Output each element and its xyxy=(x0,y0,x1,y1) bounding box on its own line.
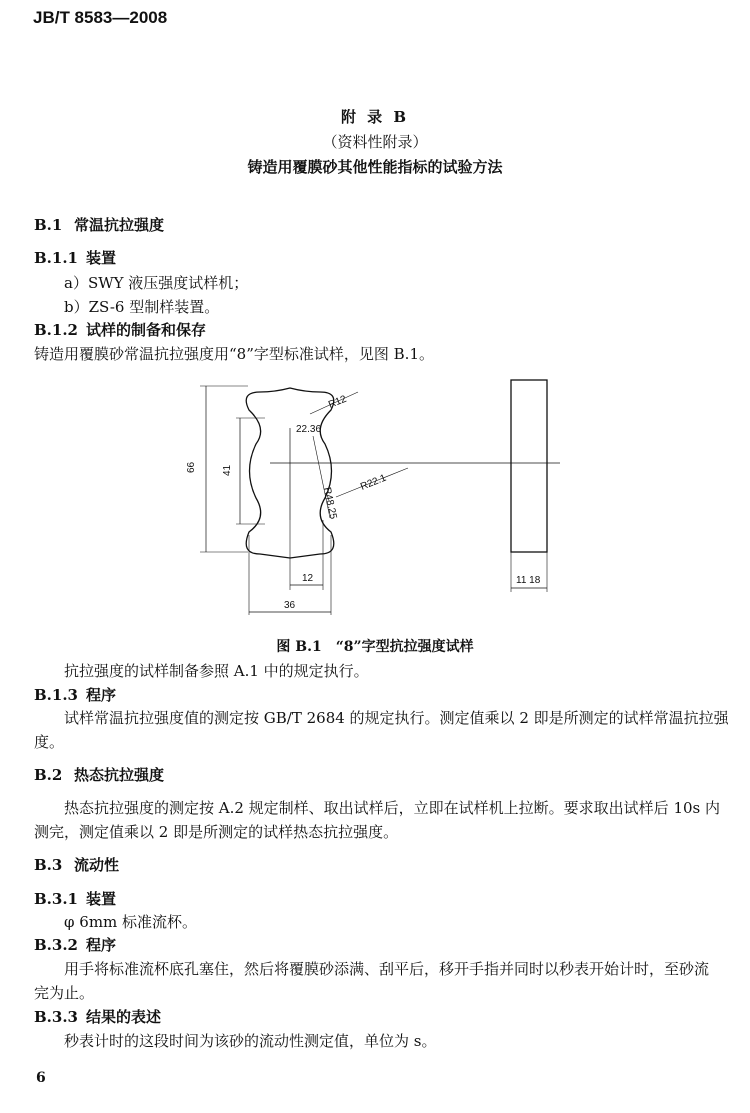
section-number: B.3 xyxy=(34,856,63,874)
section-title: 程序 xyxy=(86,936,117,954)
section-title: 流动性 xyxy=(74,856,120,874)
section-b31-heading xyxy=(34,888,116,909)
dim-r48-25: R48.25 xyxy=(321,486,339,521)
appendix-title: 附 录 B xyxy=(340,108,410,126)
paragraph-room-temp-line2: 度。 xyxy=(34,733,65,751)
section-title: 常温抗拉强度 xyxy=(74,216,165,234)
appendix-note: （资料性附录） xyxy=(322,133,428,151)
dim-thickness: 11 18 xyxy=(516,575,541,586)
section-title: 装置 xyxy=(86,249,117,267)
section-b13-heading xyxy=(34,684,116,705)
section-title: 试样的制备和保存 xyxy=(86,321,207,339)
paragraph-flow-procedure-line1: 用手将标准流杯底孔塞住，然后将覆膜砂添满、刮平后，移开手指并同时以秒表开始计时，至砂流 xyxy=(64,960,710,978)
section-number: B.1.2 xyxy=(34,321,78,339)
standard-code-header: JB/T 8583—2008 xyxy=(33,8,168,27)
section-number: B.3.2 xyxy=(34,936,78,954)
dim-r22-1: R22.1 xyxy=(359,472,388,493)
list-item-a: a）SWY 液压强度试样机； xyxy=(64,274,249,292)
section-number: B.3.3 xyxy=(34,1008,78,1026)
dim-66: 66 xyxy=(186,461,197,473)
side-view xyxy=(511,380,547,552)
paragraph-flow-cup: φ 6mm 标准流杯。 xyxy=(64,913,198,931)
list-item-b: b）ZS-6 型制样装置。 xyxy=(64,298,220,316)
section-b12-heading xyxy=(34,319,206,340)
paragraph-specimen-prep: 抗拉强度的试样制备参照 A.1 中的规定执行。 xyxy=(64,662,369,680)
page-number: 6 xyxy=(36,1070,46,1086)
dim-36: 36 xyxy=(284,600,296,611)
section-b2-heading xyxy=(34,764,164,785)
paragraph-room-temp-line1: 试样常温抗拉强度值的测定按 GB/T 2684 的规定执行。测定值乘以 2 即是所测定的试样常温抗拉强 xyxy=(64,709,729,727)
paragraph-specimen-intro: 铸造用覆膜砂常温抗拉强度用“8”字型标准试样，见图 B.1。 xyxy=(34,345,434,363)
paragraph-hot-strength-line1: 热态抗拉强度的测定按 A.2 规定制样、取出试样后，立即在试样机上拉断。要求取出试样后 10s 内 xyxy=(64,799,721,817)
section-title: 结果的表述 xyxy=(86,1008,162,1026)
section-number: B.2 xyxy=(34,766,63,784)
section-title: 程序 xyxy=(86,686,117,704)
dim-12: 12 xyxy=(302,573,314,584)
section-number: B.3.1 xyxy=(34,890,78,908)
dim-22-36: 22.36 xyxy=(296,424,322,435)
section-b3-heading xyxy=(34,854,119,875)
appendix-main-title: 铸造用覆膜砂其他性能指标的试验方法 xyxy=(247,158,503,176)
specimen-figure xyxy=(180,370,580,626)
paragraph-flow-procedure-line2: 完为止。 xyxy=(34,984,95,1002)
section-title: 热态抗拉强度 xyxy=(74,766,165,784)
section-b33-heading xyxy=(34,1006,161,1027)
section-number: B.1 xyxy=(34,216,63,234)
dim-41: 41 xyxy=(222,464,233,476)
figure-caption: 图 B.1 “8”字型抗拉强度试样 xyxy=(276,639,474,655)
dim-r12: R12 xyxy=(327,393,349,411)
section-b32-heading xyxy=(34,934,116,955)
section-b11-heading xyxy=(34,247,116,268)
section-number: B.1.3 xyxy=(34,686,78,704)
paragraph-result-expression: 秒表计时的这段时间为该砂的流动性测定值，单位为 s。 xyxy=(64,1032,437,1050)
section-title: 装置 xyxy=(86,890,117,908)
section-b1-heading xyxy=(34,214,164,235)
paragraph-hot-strength-line2: 测完，测定值乘以 2 即是所测定的试样热态抗拉强度。 xyxy=(34,823,399,841)
section-number: B.1.1 xyxy=(34,249,78,267)
